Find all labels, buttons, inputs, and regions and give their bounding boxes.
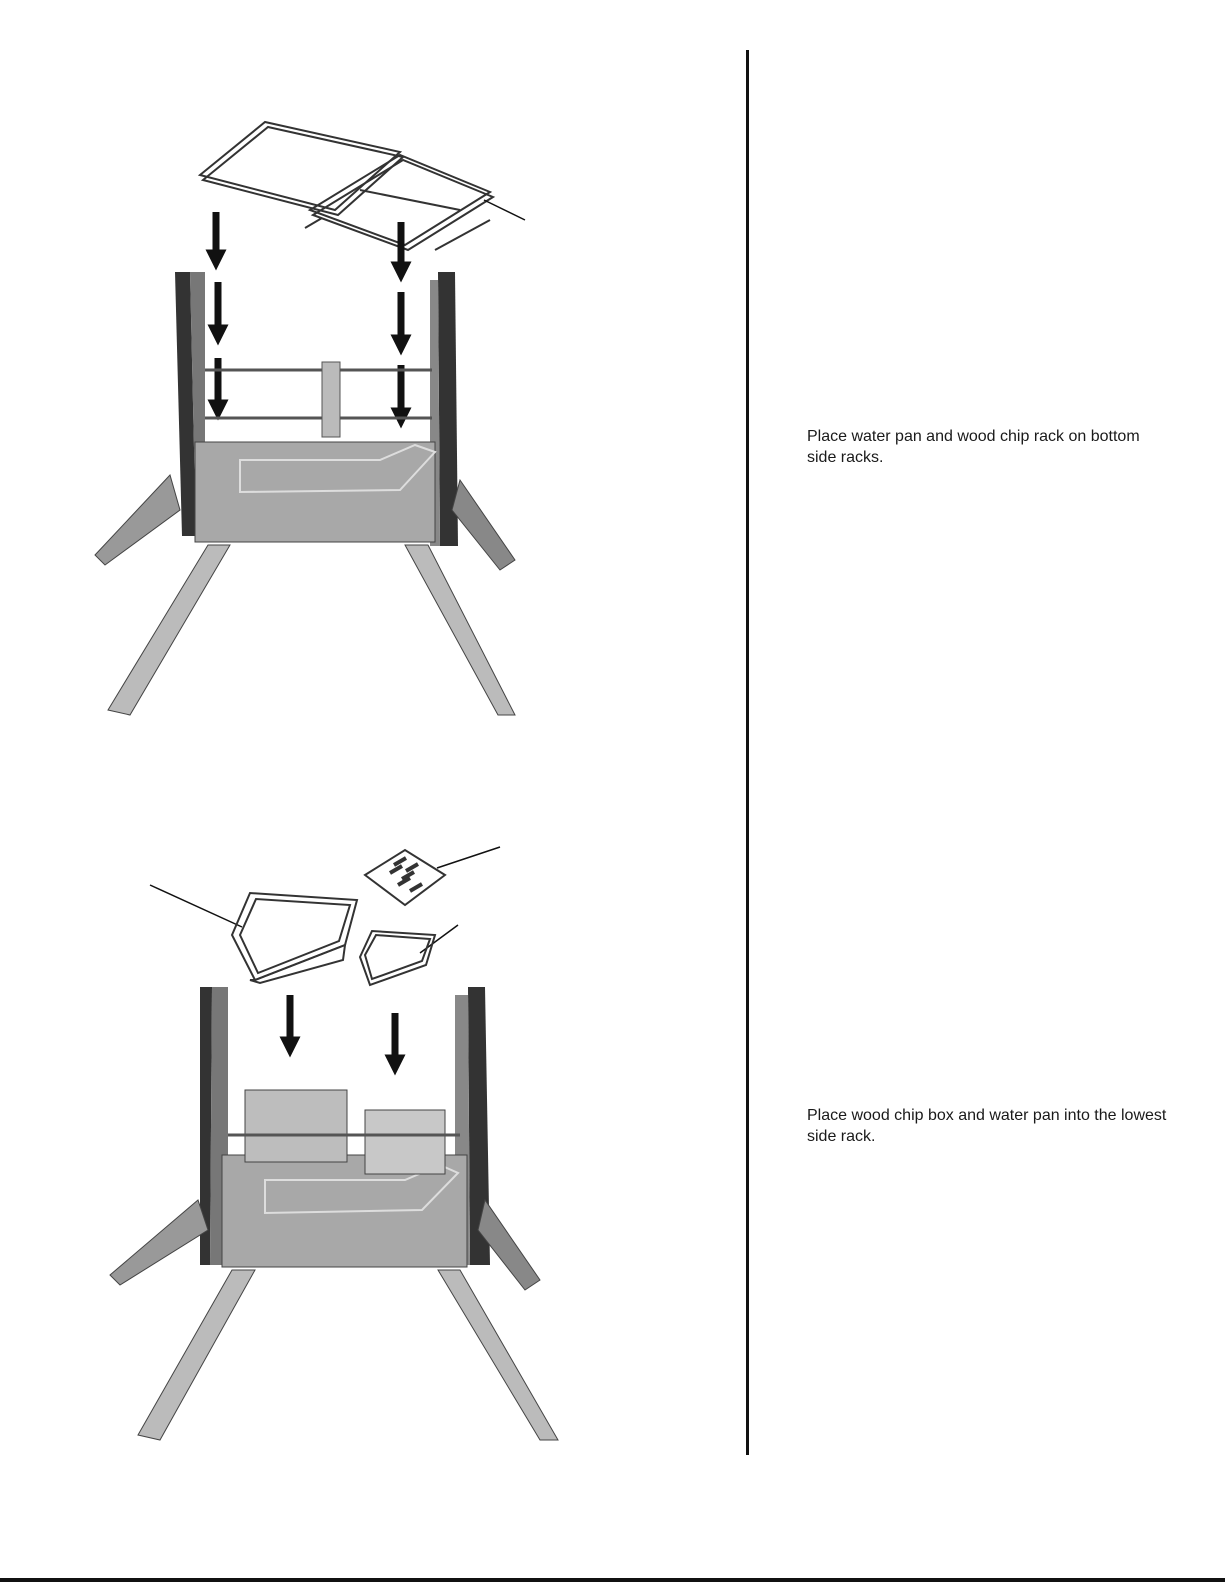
wood-chip-box-illustration [360, 931, 435, 985]
instruction-step-2: Place wood chip box and water pan into the lowest side rack. [807, 1107, 1167, 1145]
water-pan-illustration [232, 893, 357, 983]
figure-pan-install [60, 835, 560, 1445]
page-bottom-rule [0, 1578, 1225, 1582]
callout-line [484, 200, 525, 220]
instruction-step-1: Place water pan and wood chip rack on bottom side racks. [807, 428, 1140, 466]
wood-chip-lid-illustration [365, 850, 445, 905]
smoker-cabinet-illustration [110, 987, 558, 1440]
column-divider [746, 50, 749, 1455]
figure-rack-install [60, 100, 560, 720]
smoker-cabinet-illustration [95, 272, 515, 715]
wire-rack-illustration [200, 122, 493, 250]
down-arrows [290, 995, 395, 1065]
down-arrows [216, 212, 401, 418]
callout-lines [150, 847, 500, 953]
